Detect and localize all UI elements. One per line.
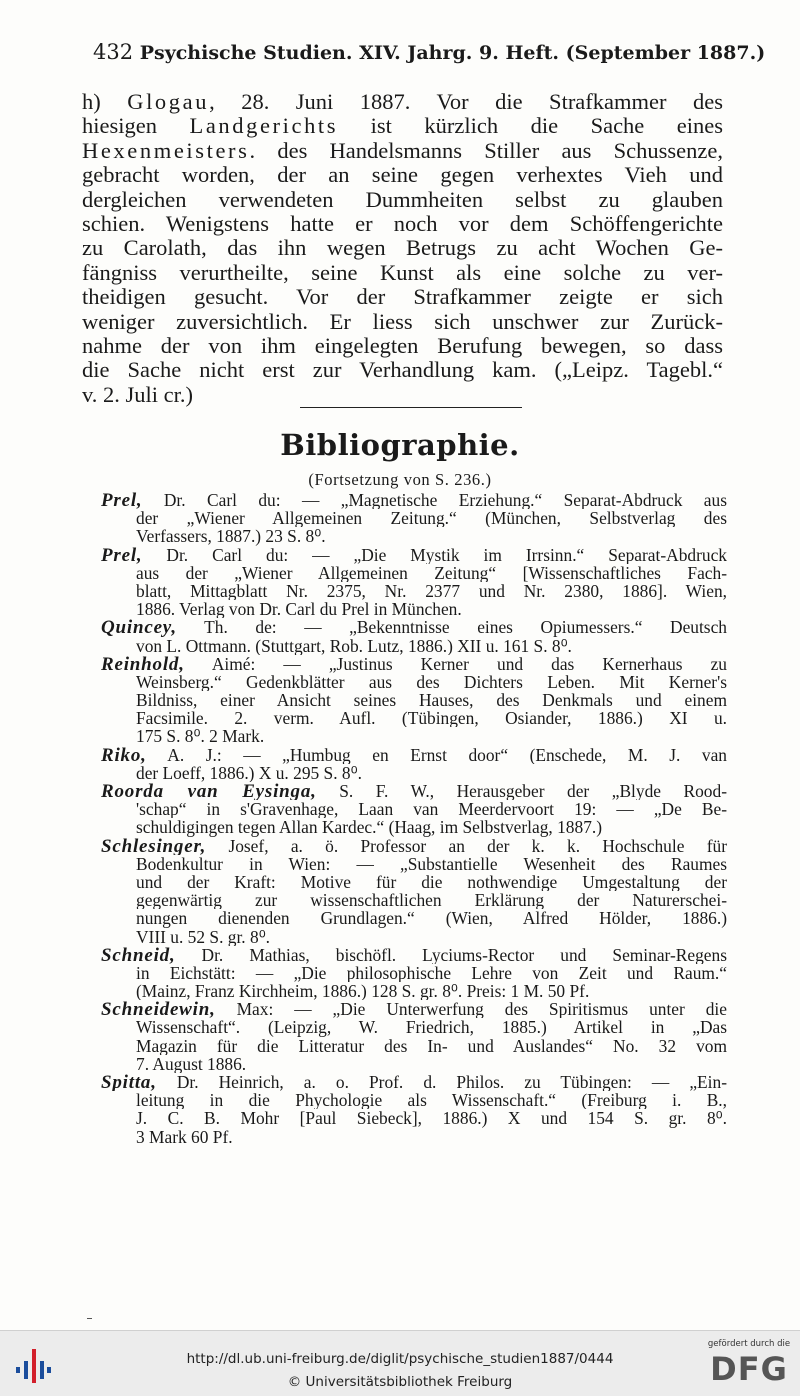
article-text: fängniss verurtheilte, seine Kunst als eine solche zu ver-: [82, 260, 723, 285]
entry-text: Bodenkultur in Wien: — „Substantielle Wesenheit des Raumes: [136, 854, 727, 873]
entry-text: der „Wiener Allgemeinen Zeitung.“ (München, Selbstverlag des: [136, 509, 727, 528]
entry-text: gegenwärtig zur wissenschaftlichen Erklärung der Naturerschei-: [136, 891, 727, 910]
entry-text: Facsimile. 2. verm. Aufl. (Tübingen, Osiander, 1886.) XI u.: [136, 709, 727, 728]
dfg-caption: gefördert durch die: [707, 1339, 791, 1349]
entry-line: [101, 800, 727, 818]
entry-line: [101, 764, 727, 782]
entry-text: nungen dienenden Grundlagen.“ (Wien, Alfred Hölder, 1886.): [136, 909, 727, 928]
entry-text: Max: — „Die Unterwerfung des Spiritismus unter die: [236, 1000, 727, 1019]
entry-line: [101, 709, 727, 727]
article-text: hiesigen: [82, 114, 190, 139]
entry-line: [101, 491, 727, 509]
entry-line: [101, 891, 727, 909]
entry-text: (Mainz, Franz Kirchheim, 1886.) 128 S. gr. 8⁰. Preis: 1 M. 50 Pf.: [136, 982, 590, 1001]
margin-mark: [87, 1318, 92, 1319]
entry-text: 'schap“ in s'Gravenhage, Laan van Meerdervoort 19: — „De Be-: [136, 800, 727, 819]
entry-text: und der Kraft: Motive für die nothwendige Umgestaltung der: [136, 872, 727, 892]
entry-line: [101, 1109, 727, 1127]
article-text: die Sache nicht erst zur Verhandlung kam. („Leipz. Tagebl.“: [82, 358, 723, 383]
bibliography-entry: [101, 782, 727, 837]
entry-line: [101, 637, 727, 655]
entry-line: [101, 818, 727, 836]
article-text: gebracht worden, der an seine gegen verhextes Vieh und: [82, 163, 723, 188]
entry-line: [101, 855, 727, 873]
entry-line: [101, 618, 727, 636]
article-line: [82, 383, 723, 407]
copyright-notice: © Universitätsbibliothek Freiburg: [287, 1374, 513, 1390]
entry-text: 175 S. 8⁰. 2 Mark.: [136, 727, 265, 746]
entry-text: Weinsberg.“ Gedenkblätter aus des Dichters Leben. Mit Kerner's: [136, 672, 727, 692]
dfg-logo: DFG: [710, 1350, 788, 1388]
entry-text: aus der „Wiener Allgemeinen Zeitung“ [Wissenschaftliches Fach-: [136, 563, 727, 582]
entry-text: 7. August 1886.: [136, 1054, 247, 1073]
entry-line: [101, 909, 727, 927]
article-text: schien. Wenigstens hatte er noch vor dem Schöffengerichte: [82, 211, 723, 236]
article-text: nahme der von ihm eingelegten Berufung bewegen, so dass: [82, 333, 723, 358]
entry-line: [101, 691, 727, 709]
article-line: [82, 334, 723, 358]
entry-line: [101, 546, 727, 564]
article-text: , 28. Juni 1887. Vor die Strafkammer des: [209, 90, 723, 114]
entry-text: 1886. Verlag von Dr. Carl du Prel in München.: [136, 600, 462, 619]
article-line: [82, 188, 723, 212]
section-divider: [300, 407, 522, 408]
bibliography-entry: [101, 546, 727, 619]
entry-text: schuldigingen tegen Allan Kardec.“ (Haag, im Selbstverlag, 1887.): [136, 818, 603, 837]
section-title: Bibliographie.: [280, 428, 520, 462]
entry-text: der Loeff, 1886.) X u. 295 S. 8⁰.: [136, 763, 362, 782]
bibliography-entry: [101, 746, 727, 782]
article-line: [82, 285, 723, 309]
author-name: Prel,: [101, 491, 143, 510]
entry-text: Wissenschaft“. (Leipzig, W. Friedrich, 1885.) Artikel in „Das: [136, 1018, 727, 1037]
bibliography-entry: [101, 946, 727, 1001]
author-name: Schlesinger,: [101, 836, 207, 855]
author-name: Prel,: [101, 545, 143, 564]
bibliography-entry: [101, 618, 727, 654]
bibliography-entry: [101, 1000, 727, 1073]
bibliography-entry: [101, 837, 727, 946]
entry-line: [101, 582, 727, 600]
entry-line: [101, 1037, 727, 1055]
entry-line: [101, 873, 727, 891]
viewer-footer: [0, 1330, 800, 1396]
entry-text: 3 Mark 60 Pf.: [136, 1127, 233, 1146]
article-line: [82, 310, 723, 334]
journal-title: Psychische Studien. XIV. Jahrg. 9. Heft. (September 1887.): [139, 42, 766, 64]
article-line: [82, 163, 723, 187]
continuation-note: (Fortsetzung von S. 236.): [308, 470, 492, 489]
article-line: [82, 261, 723, 285]
entry-line: [101, 527, 727, 545]
entry-line: [101, 982, 727, 1000]
entry-text: Dr. Carl du: — „Die Mystik im Irrsinn.“ Separat-Abdruck: [166, 545, 727, 564]
entry-line: [101, 564, 727, 582]
entry-text: Verfassers, 1887.) 23 S. 8⁰.: [136, 527, 326, 546]
entry-line: [101, 746, 727, 764]
entry-text: Th. de: — „Bekenntnisse eines Opiumessers.“ Deutsch: [204, 618, 727, 637]
spaced-emphasis: Glogau: [127, 90, 210, 114]
author-name: Riko,: [101, 745, 147, 764]
spaced-emphasis: Landgerichts: [189, 114, 339, 139]
running-head: [93, 40, 766, 64]
entry-line: [101, 1128, 727, 1146]
entry-line: [101, 1000, 727, 1018]
bibliography-list: [101, 491, 727, 1146]
entry-text: blatt, Mittagblatt Nr. 2375, Nr. 2377 und Nr. 2380, 1886]. Wien,: [136, 581, 727, 601]
entry-line: [101, 727, 727, 745]
entry-text: Josef, a. ö. Professor an der k. k. Hochschule für: [228, 836, 727, 855]
article-line: [82, 236, 723, 260]
entry-line: [101, 600, 727, 618]
bibliography-entry: [101, 655, 727, 746]
article-line: [82, 90, 723, 114]
author-name: Reinhold,: [101, 654, 185, 673]
entry-text: von L. Ottmann. (Stuttgart, Rob. Lutz, 1886.) XII u. 161 S. 8⁰.: [136, 636, 572, 655]
article-text: ist kürzlich die Sache eines: [338, 114, 723, 139]
entry-text: A. J.: — „Humbug en Ernst door“ (Enschede, M. J. van: [167, 745, 727, 764]
page-number: 432: [93, 40, 134, 64]
article-line: [82, 358, 723, 382]
entry-line: [101, 1055, 727, 1073]
article-text: . des Handelsmanns Stiller aus Schussenze,: [249, 138, 723, 163]
entry-text: Bildniss, einer Ansicht seines Hauses, des Denkmals und einem: [136, 691, 727, 710]
author-name: Spitta,: [101, 1073, 157, 1092]
entry-text: Dr. Carl du: — „Magnetische Erziehung.“ Separat-Abdruck aus: [163, 491, 727, 510]
entry-line: [101, 928, 727, 946]
author-name: Quincey,: [101, 618, 177, 637]
entry-line: [101, 782, 727, 800]
article-text: dergleichen verwendeten Dummheiten selbst zu glauben: [82, 187, 723, 212]
article-line: [82, 212, 723, 236]
entry-line: [101, 1091, 727, 1109]
spaced-emphasis: Hexenmeisters: [82, 138, 250, 163]
dfg-badge: [704, 1339, 794, 1391]
article-text: v. 2. Juli cr.): [82, 382, 194, 407]
entry-text: J. C. B. Mohr [Paul Siebeck], 1886.) X und 154 S. gr. 8⁰.: [136, 1109, 727, 1128]
entry-text: Dr. Heinrich, a. o. Prof. d. Philos. zu Tübingen: — „Ein-: [176, 1073, 727, 1092]
entry-text: S. F. W., Herausgeber der „Blyde Rood-: [339, 782, 727, 801]
entry-text: in Eichstätt: — „Die philosophische Lehre von Zeit und Raum.“: [136, 963, 727, 983]
article-text: zu Carolath, das ihn wegen Betrugs zu acht Wochen Ge-: [82, 236, 723, 261]
bibliography-entry: [101, 491, 727, 546]
author-name: Schneid,: [101, 945, 176, 964]
article-line: [82, 139, 723, 163]
entry-line: [101, 655, 727, 673]
entry-text: VIII u. 52 S. gr. 8⁰.: [136, 927, 271, 946]
entry-line: [101, 1073, 727, 1091]
entry-line: [101, 964, 727, 982]
author-name: Roorda van Eysinga,: [101, 782, 317, 801]
article-text: theidigen gesucht. Vor der Strafkammer zeigte er sich: [82, 285, 723, 310]
entry-line: [101, 946, 727, 964]
article-text: h): [82, 90, 128, 114]
news-article: [82, 90, 723, 407]
entry-text: Magazin für die Litteratur des In- und Auslandes“ No. 32 vom: [136, 1036, 727, 1055]
entry-line: [101, 673, 727, 691]
entry-line: [101, 1018, 727, 1036]
bibliography-entry: [101, 1073, 727, 1146]
article-text: weniger zuversichtlich. Er liess sich unschwer zur Zurück-: [82, 309, 723, 334]
entry-text: Aimé: — „Justinus Kerner und das Kernerhaus zu: [211, 654, 727, 673]
entry-line: [101, 837, 727, 855]
entry-line: [101, 509, 727, 527]
article-line: [82, 114, 723, 138]
author-name: Schneidewin,: [101, 1000, 216, 1019]
source-url[interactable]: http://dl.ub.uni-freiburg.de/diglit/psychische_studien1887/0444: [186, 1351, 614, 1367]
entry-text: leitung in die Phychologie als Wissenschaft.“ (Freiburg i. B.,: [136, 1091, 727, 1110]
entry-text: Dr. Mathias, bischöfl. Lyciums-Rector und Seminar-Regens: [201, 945, 727, 964]
